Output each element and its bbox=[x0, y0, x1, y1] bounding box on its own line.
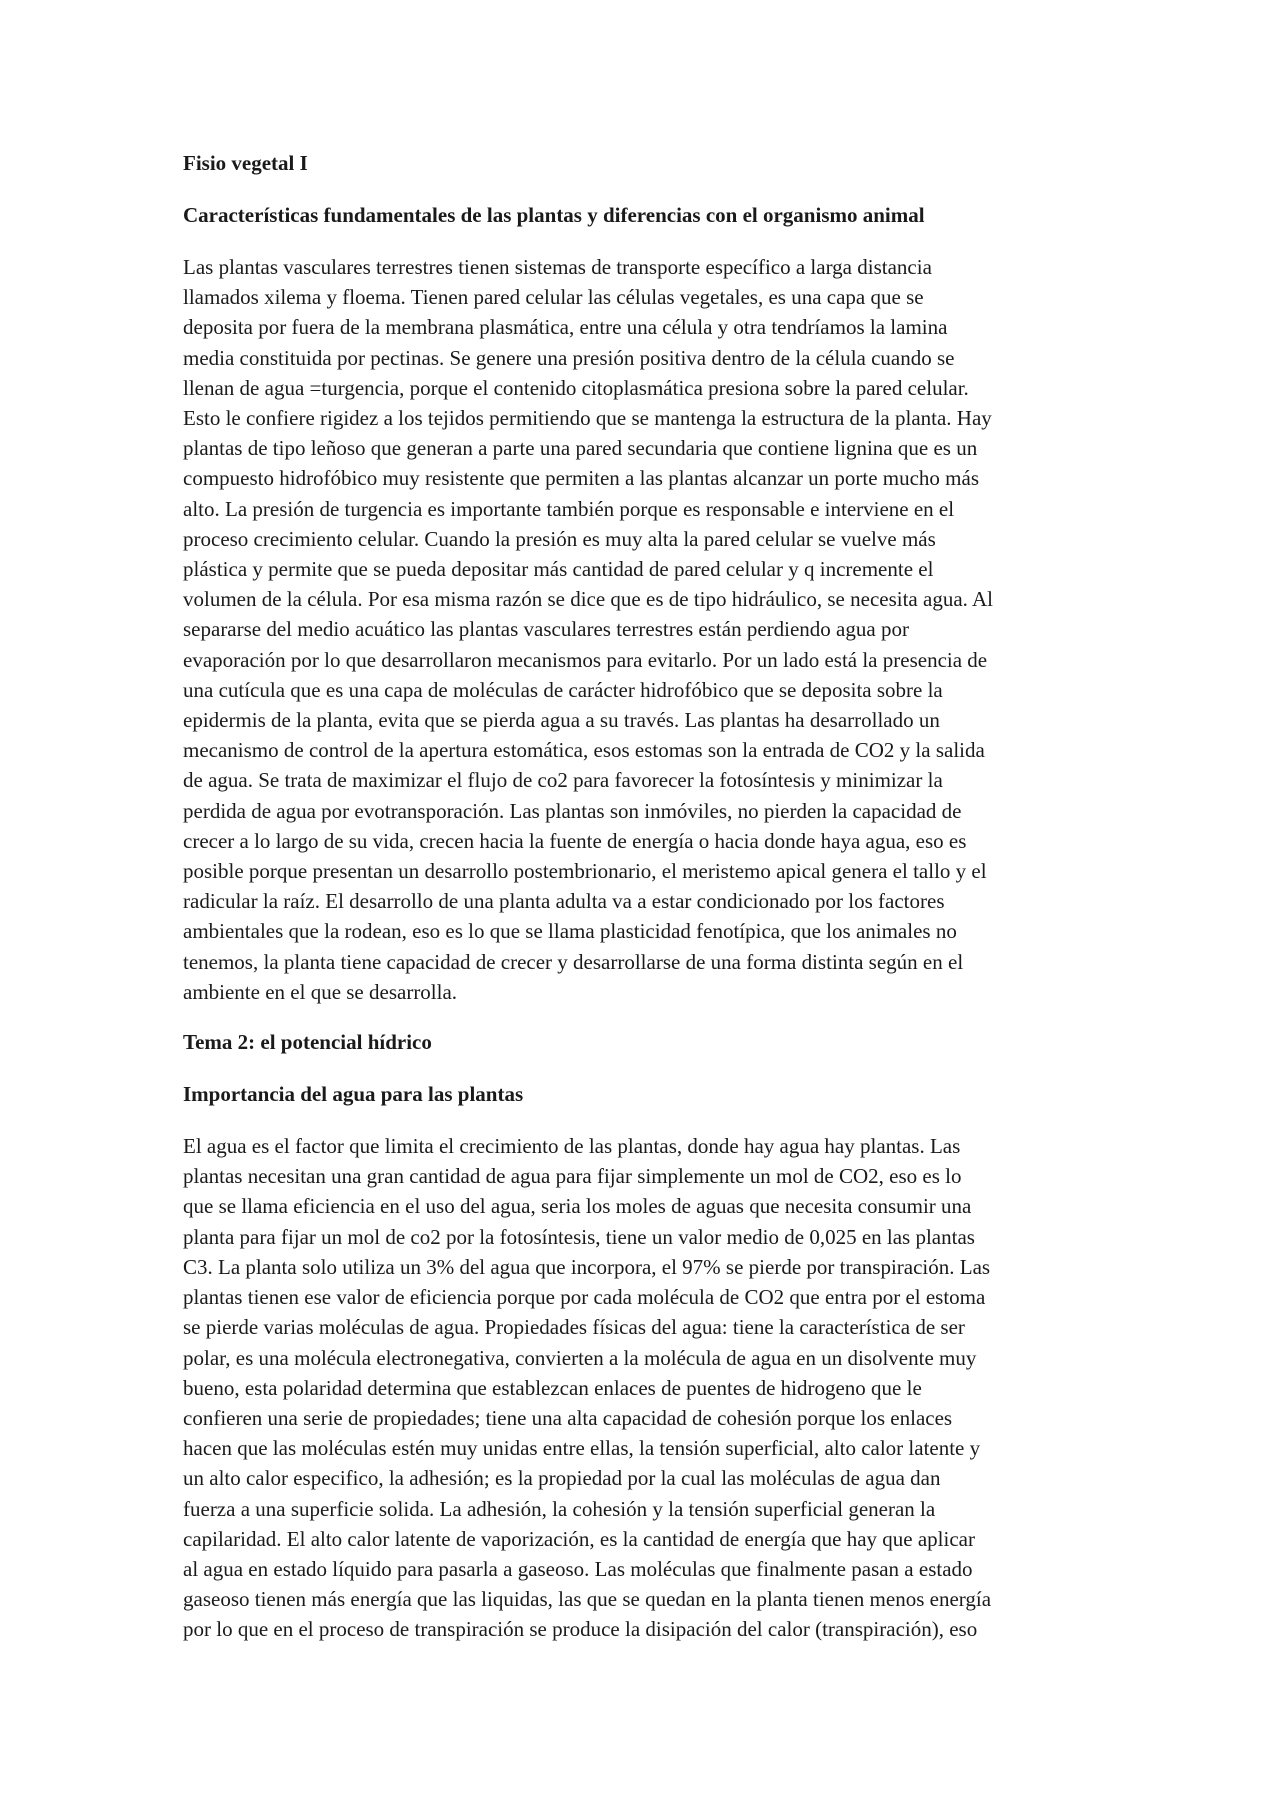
text-line: plantas necesitan una gran cantidad de agua para fijar simplemente un mol de CO2, eso es lo bbox=[183, 1164, 962, 1189]
text-line: por lo que en el proceso de transpiración se produce la disipación del calor (transpiración), eso bbox=[183, 1617, 978, 1642]
text-line: El agua es el factor que limita el crecimiento de las plantas, donde hay agua hay plantas. Las bbox=[183, 1134, 961, 1159]
text-line: epidermis de la planta, evita que se pierda agua a su través. Las plantas ha desarrollado un bbox=[183, 708, 940, 733]
text-line: alto. La presión de turgencia es importante también porque es responsable e interviene en el bbox=[183, 496, 955, 521]
text-line: posible porque presentan un desarrollo postembrionario, el meristemo apical genera el tallo y el bbox=[183, 859, 987, 884]
text-line: media constituida por pectinas. Se genere una presión positiva dentro de la célula cuando se bbox=[183, 345, 955, 370]
text-line: hacen que las moléculas estén muy unidas entre ellas, la tensión superficial, alto calor latente y bbox=[183, 1436, 981, 1461]
paragraph-caracteristicas bbox=[183, 252, 1108, 1007]
text-line: crecer a lo largo de su vida, crecen hacia la fuente de energía o hacia donde haya agua, eso es bbox=[183, 828, 967, 853]
text-line: C3. La planta solo utiliza un 3% del agua que incorpora, el 97% se pierde por transpiración. Las bbox=[183, 1254, 991, 1279]
text-line: polar, es una molécula electronegativa, convierten a la molécula de agua en un disolvente muy bbox=[183, 1345, 977, 1370]
text-line: capilaridad. El alto calor latente de vaporización, es la cantidad de energía que hay que aplicar bbox=[183, 1526, 975, 1551]
text-line: deposita por fuera de la membrana plasmática, entre una célula y otra tendríamos la lamina bbox=[183, 315, 948, 340]
text-line: llenan de agua =turgencia, porque el contenido citoplasmática presiona sobre la pared celular. bbox=[183, 375, 969, 400]
text-line: plantas tienen ese valor de eficiencia porque por cada molécula de CO2 que entra por el estoma bbox=[183, 1285, 986, 1310]
text-line: llamados xilema y floema. Tienen pared celular las células vegetales, es una capa que se bbox=[183, 285, 924, 310]
text-line: de agua. Se trata de maximizar el flujo de co2 para favorecer la fotosíntesis y minimizar la bbox=[183, 768, 943, 793]
text-line: que se llama eficiencia en el uso del agua, seria los moles de aguas que necesita consumir una bbox=[183, 1194, 972, 1219]
text-line: proceso crecimiento celular. Cuando la presión es muy alta la pared celular se vuelve más bbox=[183, 526, 936, 551]
text-line: radicular la raíz. El desarrollo de una planta adulta va a estar condicionado por los factores bbox=[183, 889, 945, 914]
text-line: plantas de tipo leñoso que generan a parte una pared secundaria que contiene lignina que es un bbox=[183, 436, 978, 461]
paragraph-importancia-agua bbox=[183, 1131, 1108, 1644]
text-line: volumen de la célula. Por esa misma razón se dice que es de tipo hidráulico, se necesita agua. Al bbox=[183, 587, 993, 612]
text-line: perdida de agua por evotransporación. Las plantas son inmóviles, no pierden la capacidad de bbox=[183, 798, 962, 823]
text-line: evaporación por lo que desarrollaron mecanismos para evitarlo. Por un lado está la presencia de bbox=[183, 647, 988, 672]
document-title: Fisio vegetal I bbox=[183, 151, 308, 175]
text-line: separarse del medio acuático las plantas vasculares terrestres están perdiendo agua por bbox=[183, 617, 909, 642]
text-line: un alto calor especifico, la adhesión; es la propiedad por la cual las moléculas de agua dan bbox=[183, 1466, 941, 1491]
text-line: gaseoso tienen más energía que las liquidas, las que se quedan en la planta tienen menos energía bbox=[183, 1587, 992, 1612]
section-heading-caracteristicas: Características fundamentales de las plantas y diferencias con el organismo animal bbox=[183, 203, 925, 227]
text-line: se pierde varias moléculas de agua. Propiedades físicas del agua: tiene la característica de ser bbox=[183, 1315, 965, 1340]
text-line: ambiente en el que se desarrolla. bbox=[183, 979, 458, 1004]
text-line: tenemos, la planta tiene capacidad de crecer y desarrollarse de una forma distinta según en el bbox=[183, 949, 964, 974]
text-line: Las plantas vasculares terrestres tienen sistemas de transporte específico a larga distancia bbox=[183, 255, 932, 279]
text-line: fuerza a una superficie solida. La adhesión, la cohesión y la tensión superficial generan la bbox=[183, 1496, 936, 1521]
document-page bbox=[183, 148, 1108, 1645]
text-line: compuesto hidrofóbico muy resistente que permiten a las plantas alcanzar un porte mucho más bbox=[183, 466, 980, 491]
text-line: bueno, esta polaridad determina que establezcan enlaces de puentes de hidrogeno que le bbox=[183, 1375, 922, 1400]
text-line: al agua en estado líquido para pasarla a gaseoso. Las moléculas que finalmente pasan a estado bbox=[183, 1556, 973, 1581]
text-line: confieren una serie de propiedades; tiene una alta capacidad de cohesión porque los enlaces bbox=[183, 1405, 953, 1430]
text-line: ambientales que la rodean, eso es lo que se llama plasticidad fenotípica, que los animales no bbox=[183, 919, 957, 944]
section-heading-importancia-agua: Importancia del agua para las plantas bbox=[183, 1082, 524, 1107]
text-line: mecanismo de control de la apertura estomática, esos estomas son la entrada de CO2 y la salida bbox=[183, 738, 985, 763]
text-line: plástica y permite que se pueda depositar más cantidad de pared celular y q incremente el bbox=[183, 557, 934, 582]
section-heading-tema-2: Tema 2: el potencial hídrico bbox=[183, 1030, 432, 1055]
text-line: Esto le confiere rigidez a los tejidos permitiendo que se mantenga la estructura de la planta. Hay bbox=[183, 406, 992, 431]
text-line: una cutícula que es una capa de moléculas de carácter hidrofóbico que se deposita sobre la bbox=[183, 677, 943, 702]
text-line: planta para fijar un mol de co2 por la fotosíntesis, tiene un valor medio de 0,025 en las plantas bbox=[183, 1224, 975, 1249]
